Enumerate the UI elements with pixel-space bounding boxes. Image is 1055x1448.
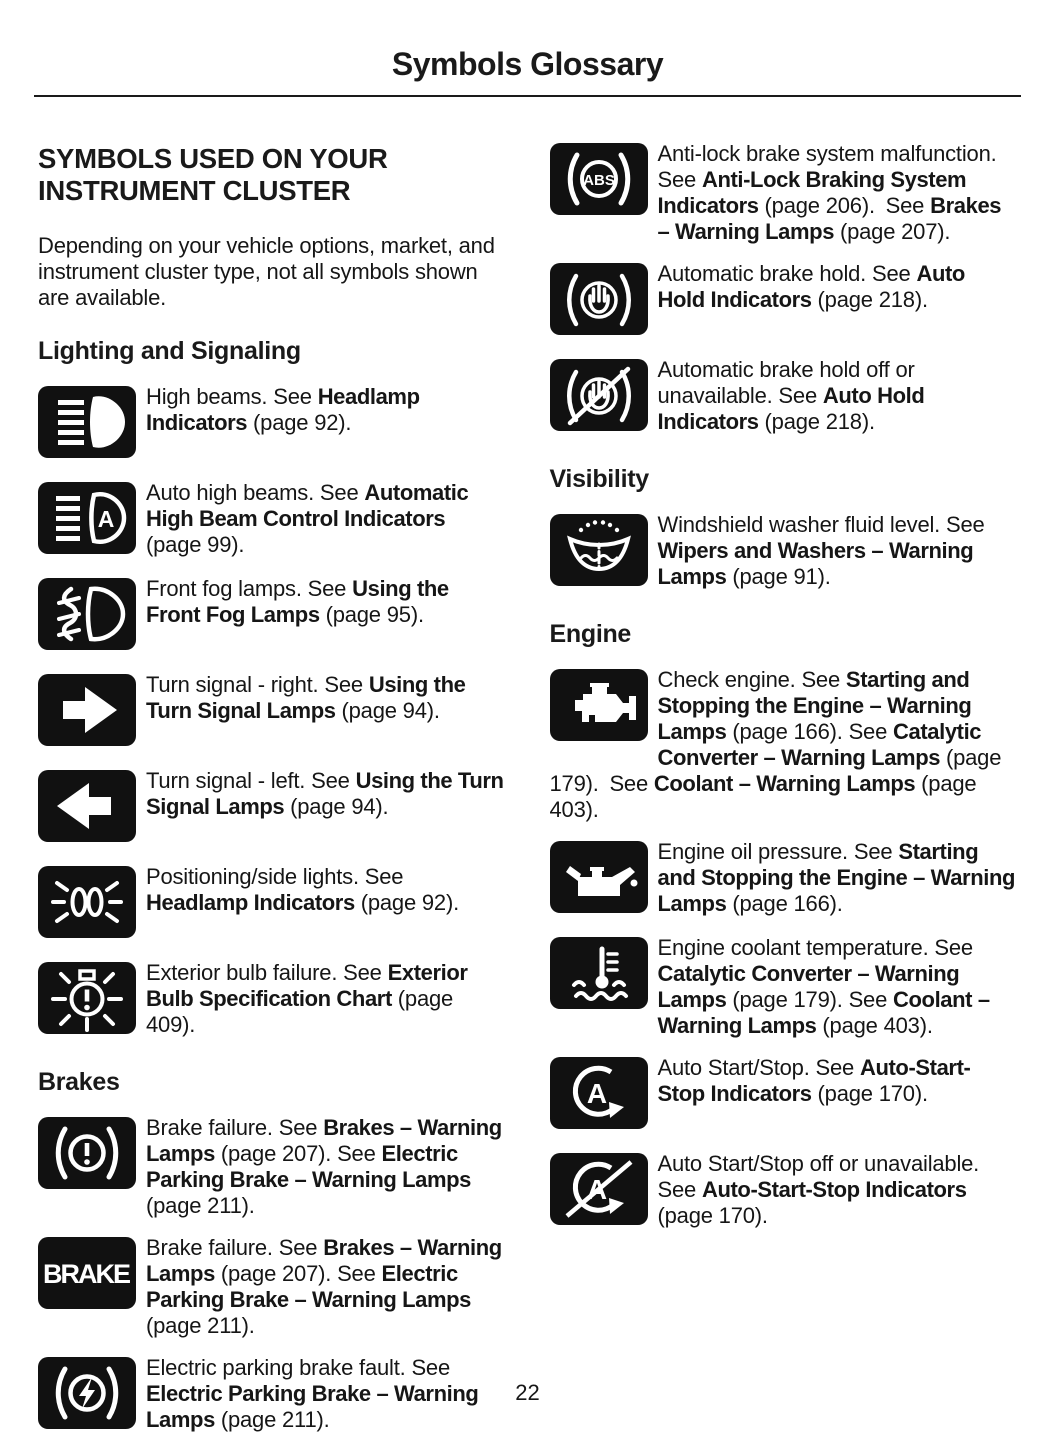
symbol-entry — [550, 1055, 1018, 1135]
entry-description: Auto Start/Stop. See Auto-Start-Stop Indicators (page 170). — [657, 1055, 971, 1106]
content-columns — [0, 141, 1055, 1448]
entry-description: Windshield washer fluid level. See Wipers and Washers – Warning Lamps (page 91). — [657, 512, 985, 589]
engine-coolant-temperature-icon — [550, 937, 648, 1009]
auto-brake-hold-off-icon — [550, 359, 648, 431]
section-heading: Engine — [549, 620, 632, 648]
entry-description: Electric parking brake fault. See Electric Parking Brake – Warning Lamps (page 211). — [146, 1355, 479, 1433]
auto-start-stop-off-icon — [550, 1153, 648, 1225]
symbol-entry — [550, 141, 1018, 245]
symbol-entry — [38, 384, 506, 464]
high-beams-icon — [38, 386, 136, 458]
symbol-entry — [550, 839, 1018, 919]
symbol-entry — [38, 672, 506, 752]
entry-description: Exterior bulb failure. See Exterior Bulb Specification Chart (page 409). — [146, 960, 468, 1038]
symbol-entry — [38, 1115, 506, 1219]
entry-description: High beams. See Headlamp Indicators (page 92). — [146, 384, 420, 436]
brake-warning-icon — [38, 1117, 136, 1189]
intro-paragraph: Depending on your vehicle options, market, and instrument cluster type, not all symbols shown are available. — [38, 233, 495, 311]
entry-description: Positioning/side lights. See Headlamp Indicators (page 92). — [146, 864, 459, 916]
entry-description: Engine oil pressure. See Starting and Stopping the Engine – Warning Lamps (page 166). — [657, 839, 1016, 916]
section-heading: Lighting and Signaling — [38, 337, 301, 366]
washer-fluid-icon — [550, 514, 648, 586]
page-number: 22 — [515, 1380, 540, 1405]
brake-text-icon — [38, 1237, 136, 1309]
right-column — [550, 141, 1018, 1448]
symbol-entry — [38, 1235, 506, 1339]
entry-description: Automatic brake hold off or unavailable. See Auto Hold Indicators (page 218). — [657, 357, 925, 434]
symbol-entry — [550, 935, 1018, 1039]
entry-description: Check engine. See Starting and Stopping the Engine – Warning Lamps (page 166). See Catalytic Converter – Warning Lamps (page 179). See Coolant – Warning Lamps (page 403). — [549, 667, 1002, 822]
entry-description: Turn signal - right. See Using the Turn Signal Lamps (page 94). — [146, 672, 466, 724]
auto-high-beams-icon — [38, 482, 136, 554]
symbol-entry — [38, 576, 506, 656]
entry-description: Auto high beams. See Automatic High Beam Control Indicators (page 99). — [146, 480, 469, 558]
symbol-entry — [38, 480, 506, 560]
title-divider — [34, 95, 1021, 97]
entry-description: Automatic brake hold. See Auto Hold Indicators (page 218). — [657, 261, 965, 312]
entry-description: Brake failure. See Brakes – Warning Lamps (page 207). See Electric Parking Brake – Warning Lamps (page 211). — [146, 1115, 502, 1219]
section-heading: Visibility — [549, 465, 649, 493]
symbol-entry — [38, 864, 506, 944]
entry-description: Front fog lamps. See Using the Front Fog Lamps (page 95). — [146, 576, 449, 628]
engine-oil-pressure-icon — [550, 841, 648, 913]
entry-description: Anti-lock brake system malfunction. See Anti-Lock Braking System Indicators (page 206). See Brakes – Warning Lamps (page 207). — [657, 141, 1002, 244]
turn-signal-right-icon — [38, 674, 136, 746]
symbol-entry — [550, 357, 1018, 437]
entry-description: Turn signal - left. See Using the Turn Signal Lamps (page 94). — [146, 768, 504, 820]
symbol-entry — [550, 512, 1018, 592]
front-fog-lamps-icon — [38, 578, 136, 650]
abs-icon — [550, 143, 648, 215]
symbol-entry — [550, 1151, 1018, 1231]
auto-brake-hold-icon — [550, 263, 648, 335]
turn-signal-left-icon — [38, 770, 136, 842]
auto-start-stop-icon — [550, 1057, 648, 1129]
page-title: Symbols Glossary — [391, 46, 664, 82]
left-sections — [38, 337, 506, 1435]
right-sections — [550, 141, 1018, 1231]
entry-description: Engine coolant temperature. See Catalytic Converter – Warning Lamps (page 179). See Coolant – Warning Lamps (page 403). — [657, 935, 990, 1038]
entry-description: Brake failure. See Brakes – Warning Lamps (page 207). See Electric Parking Brake – Warning Lamps (page 211). — [146, 1235, 502, 1339]
symbol-entry — [38, 960, 506, 1040]
chapter-heading: SYMBOLS USED ON YOUR INSTRUMENT CLUSTER — [38, 143, 388, 207]
symbol-entry — [550, 261, 1018, 341]
check-engine-icon — [550, 669, 648, 741]
exterior-bulb-failure-icon — [38, 962, 136, 1034]
position-lights-icon — [38, 866, 136, 938]
entry-description: Auto Start/Stop off or unavailable. See Auto-Start-Stop Indicators (page 170). — [657, 1151, 980, 1228]
symbol-entry — [38, 768, 506, 848]
left-column — [38, 141, 506, 1448]
section-heading: Brakes — [38, 1068, 120, 1097]
symbol-entry — [550, 667, 1018, 823]
